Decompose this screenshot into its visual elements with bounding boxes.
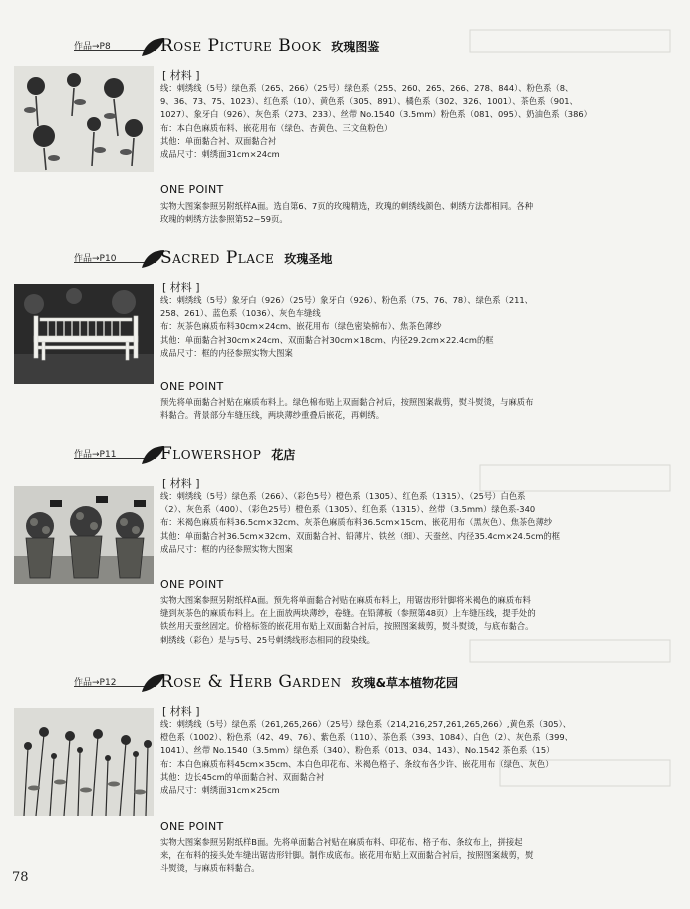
title-chinese: 玫瑰&草本植物花园 — [351, 676, 459, 690]
one-point-line: 铁丝用天蚕丝固定。价格标签的嵌花用布贴上双面黏合衬后，按照图案裁剪，熨斗熨烫，与底布黏合。 — [160, 621, 534, 632]
materials-header: [ 材料 ] — [162, 705, 200, 718]
materials-line: 布：本白色麻质布料45cm×35cm、本白色印花布、米褐色格子、条纹布各少许、嵌花用布（绿色、灰色） — [160, 758, 554, 769]
materials-header: [ 材料 ] — [162, 477, 200, 490]
one-point-text — [160, 594, 658, 647]
one-point-line: 缝到灰茶色的麻质布料上。在上面放两块薄纱，卷缝。在铅薄板（参照第48页）上车缝压线，提手处的 — [160, 608, 536, 619]
one-point-line: 来，在布料的接头处车缝出锯齿形针脚。制作成底布。嵌花用布贴上双面黏合衬后，按照图案裁剪，熨 — [160, 850, 534, 861]
page-number: 78 — [12, 870, 29, 885]
rose-picture-book-image — [14, 66, 154, 172]
title-english: Flowershop — [160, 444, 262, 464]
materials-line: 成品尺寸：刺绣面31cm×24cm — [160, 149, 280, 160]
work-page-ref: 作品→P10 — [74, 254, 117, 264]
one-point-heading: ONE POINT — [160, 380, 224, 393]
materials-line: 其他：单面黏合衬30cm×24cm、双面黏合衬30cm×18cm、内径29.2cm×22.4cm的框 — [160, 334, 494, 345]
materials-line: 线：刺绣线（5号）绿色系（266）、（彩色5号）橙色系（1305）、红色系（1315）、（25号）白色系 — [160, 491, 526, 501]
work-page-ref: 作品→P12 — [74, 678, 117, 688]
materials-list — [160, 490, 658, 556]
materials-list — [160, 82, 658, 161]
materials-list — [160, 718, 658, 797]
one-point-text — [160, 836, 658, 876]
work-page-ref: 作品→P11 — [74, 450, 117, 460]
sacred-place-image — [14, 284, 154, 384]
materials-line: 其他：边长45cm的单面黏合衬、双面黏合衬 — [160, 771, 325, 782]
materials-line: 1041）、丝带 No.1540（3.5mm）绿色系（340）、粉色系（013、034、143）、No.1542 茶色系（15） — [160, 745, 555, 756]
section-title — [160, 36, 379, 66]
rose-herb-garden-image — [14, 708, 154, 816]
materials-header: [ 材料 ] — [162, 281, 200, 294]
title-english: Rose Picture Book — [160, 36, 322, 56]
section-title — [160, 444, 295, 474]
materials-line: 其他：单面黏合衬、双面黏合衬 — [160, 135, 277, 146]
materials-list — [160, 294, 658, 360]
materials-line: 成品尺寸：框的内径参照实物大图案 — [160, 543, 293, 554]
materials-line: 线：刺绣线（5号）绿色系（261,265,266）（25号）绿色系（214,216,257,261,265,266）,黄色系（305）、 — [160, 719, 572, 729]
one-point-line: 预先将单面黏合衬贴在麻质布料上。绿色棉布贴上双面黏合衬后，按照图案裁剪，熨斗熨烫，与麻质布 — [160, 397, 534, 407]
materials-line: 线：刺绣线（5号）象牙白（926）（25号）象牙白（926）、粉色系（75、76、78）、绿色系（211、 — [160, 295, 533, 305]
one-point-line: 刺绣线（彩色）是与5号、25号刺绣线形态相同的段染线。 — [160, 634, 375, 645]
title-chinese: 玫瑰图鉴 — [331, 40, 380, 54]
one-point-line: 料黏合。背景部分车缝压线，两块薄纱重叠后嵌花，再刺绣。 — [160, 410, 385, 421]
title-chinese: 花店 — [271, 448, 296, 462]
flowershop-image — [14, 486, 154, 584]
one-point-heading: ONE POINT — [160, 820, 224, 833]
materials-line: 线：刺绣线（5号）绿色系（265、266）（25号）绿色系（255、260、265、266、278、844）、粉色系（8、 — [160, 83, 574, 93]
materials-line: 布：灰茶色麻质布料30cm×24cm、嵌花用布（绿色密染棉布）、焦茶色薄纱 — [160, 321, 442, 332]
one-point-line: 斗熨烫，与麻质布料黏合。 — [160, 863, 260, 874]
materials-line: 橙色系（1002）、粉色系（42、49、76）、紫色系（110）、茶色系（393、1084）、白色（2）、灰色系（399、 — [160, 732, 573, 743]
work-page-ref: 作品→P8 — [74, 42, 111, 52]
title-english: Sacred Place — [160, 248, 275, 268]
one-point-heading: ONE POINT — [160, 578, 224, 591]
one-point-line: 玫瑰的刺绣方法参照第52~59页。 — [160, 214, 288, 225]
section-title — [160, 248, 332, 278]
materials-header: [ 材料 ] — [162, 69, 200, 82]
section-title — [160, 672, 458, 702]
materials-line: 9、36、73、75、1023）、红色系（10）、黄色系（305、891）、橘色系（302、326、1001）、茶色系（901、 — [160, 96, 578, 107]
materials-line: 成品尺寸：刺绣面31cm×25cm — [160, 785, 280, 796]
materials-line: 1027）、象牙白（926）、灰色系（273、233）、丝带 No.1540（3.5mm）粉色系（081、095）、奶油色系（386） — [160, 109, 592, 120]
materials-line: 成品尺寸：框的内径参照实物大图案 — [160, 347, 293, 358]
materials-line: 布：本白色麻质布料、嵌花用布（绿色、杏黄色、三文鱼粉色） — [160, 122, 393, 133]
one-point-line: 实物大图案参照另附纸样B面。先将单面黏合衬贴在麻质布料、印花布、格子布、条纹布上，拼接起 — [160, 837, 523, 847]
title-english: Rose & Herb Garden — [160, 672, 342, 692]
one-point-heading: ONE POINT — [160, 183, 224, 196]
materials-line: 258、261）、蓝色系（1036）、灰色车缝线 — [160, 308, 321, 319]
materials-line: 其他：单面黏合衬36.5cm×32cm、双面黏合衬、铅薄片、铁丝（细）、天蚕丝、内径35.4cm×24.5cm的框 — [160, 530, 561, 541]
title-chinese: 玫瑰圣地 — [284, 252, 333, 266]
one-point-line: 实物大图案参照另附纸样A面。选自第6、7页的玫瑰精选，玫瑰的刺绣线颜色、刺绣方法都相同。各种 — [160, 201, 534, 211]
one-point-text — [160, 396, 658, 422]
one-point-text — [160, 200, 658, 226]
materials-line: 布：米褐色麻质布料36.5cm×32cm、灰茶色麻质布料36.5cm×15cm、嵌花用布（黑灰色）、焦茶色薄纱 — [160, 517, 553, 528]
one-point-line: 实物大图案参照另附纸样A面。预先将单面黏合衬贴在麻质布料上，用锯齿形针脚将米褐色的麻质布料 — [160, 595, 531, 605]
materials-line: （2）、灰色系（400）、（彩色25号）橙色系（1305）、红色系（1315）、丝带（3.5mm）绿色系-340 — [160, 504, 536, 515]
